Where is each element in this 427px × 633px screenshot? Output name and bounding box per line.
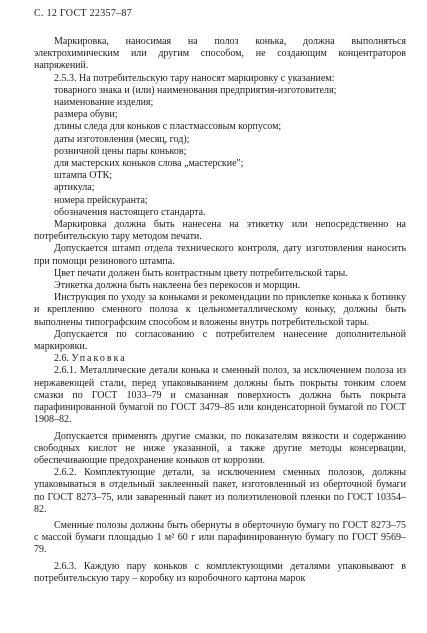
paragraph-label-glue: Этикетка должна быть наклеена без перекосов и морщин. bbox=[54, 280, 301, 292]
page-header: С. 12 ГОСТ 22357–87 bbox=[34, 8, 133, 19]
list-item: для мастерских коньков слова „мастерские"; bbox=[54, 158, 244, 170]
list-item: наименование изделия; bbox=[54, 97, 154, 109]
paragraph-extra-marking: Допускается по согласованию с потребителем нанесение дополнительной маркировки. bbox=[34, 328, 406, 353]
paragraph-other-lubricants: Допускается применять другие смазки, по показателям вязкости и содержанию свободных кислот не ниже указанной, а также другие методы консервации, обеспечивающие предохранение коньков от коррозии. bbox=[34, 430, 406, 466]
paragraph-2-6-2: 2.6.2. Комплектующие детали, за исключением сменных полозов, должны упаковываться в отдельный заклеенный пакет, изготовленный из оберточной бумаги по ГОСТ 8273–75, или заваренный пакет из полиэтиленовой пленки по ГОСТ 10354–82. bbox=[34, 467, 406, 515]
list-item: длины следа для коньков с пластмассовым корпусом; bbox=[54, 121, 282, 133]
list-item: размера обуви; bbox=[54, 109, 118, 121]
paragraph-stamp: Допускается штамп отдела технического контроля, дату изготовления наносить при помощи резинового штампа. bbox=[34, 243, 406, 267]
section-number: 2.6. bbox=[54, 353, 69, 365]
paragraph-label-printing: Маркировка должна быть нанесена на этикетку или непосредственно на потребительскую тару методом печати. bbox=[34, 219, 406, 243]
section-heading-packaging bbox=[34, 353, 406, 365]
paragraph-2-5-3: 2.5.3. На потребительскую тару наносят маркировку с указанием: bbox=[54, 72, 335, 84]
list-item: штампа ОТК; bbox=[54, 170, 113, 182]
list-item: розничной цены пары коньков; bbox=[54, 145, 187, 157]
paragraph-spare-runners: Сменные полозы должны быть обернуты в оберточную бумагу по ГОСТ 8273–75 с массой бумаги площадью 1 м² 60 г или парафинированную бумагу по ГОСТ 9569–79. bbox=[34, 519, 406, 556]
section-title: Упаковка bbox=[71, 353, 127, 365]
list-item: номера прейскуранта; bbox=[54, 194, 148, 206]
list-item: даты изготовления (месяц, год); bbox=[54, 133, 190, 145]
document-body bbox=[34, 36, 406, 585]
paragraph-2-6-1: 2.6.1. Металлические детали конька и сменный полоз, за исключением полоза из нержавеющей стали, перед упаковыванием должны быть покрыты тонким слоем смазки по ГОСТ 1033–79 и смазанная поверхность должна быть покрыта парафинированной бумагой по ГОСТ 3479–85 или конденсаторной бумагой по ГОСТ 1908–82. bbox=[34, 365, 406, 426]
paragraph-marking-runner: Маркировка, наносимая на полоз конька, должна выполняться электрохимическим или другим способом, не создающим концентраторов напряжений. bbox=[34, 36, 406, 72]
list-item: артикула; bbox=[54, 182, 95, 194]
paragraph-instruction: Инструкция по уходу за коньками и рекомендации по приклепке конька к ботинку и креплению сменного полоза к цельнометаллическому коньку, должны быть выполнены типографским способом и вложены внутрь потребительской тары. bbox=[34, 292, 406, 328]
document-page bbox=[34, 8, 406, 585]
list-item: товарного знака и (или) наименования предприятия-изготовителя; bbox=[54, 84, 337, 96]
marking-list bbox=[34, 85, 406, 219]
paragraph-print-color: Цвет печати должен быть контрастным цвету потребительской тары. bbox=[54, 267, 348, 279]
paragraph-2-6-3: 2.6.3. Каждую пару коньков с комплектующими деталями упаковывают в потребительскую тару – коробку из коробочного картона марок bbox=[34, 560, 406, 584]
list-item: обозначения настоящего стандарта. bbox=[54, 206, 206, 218]
